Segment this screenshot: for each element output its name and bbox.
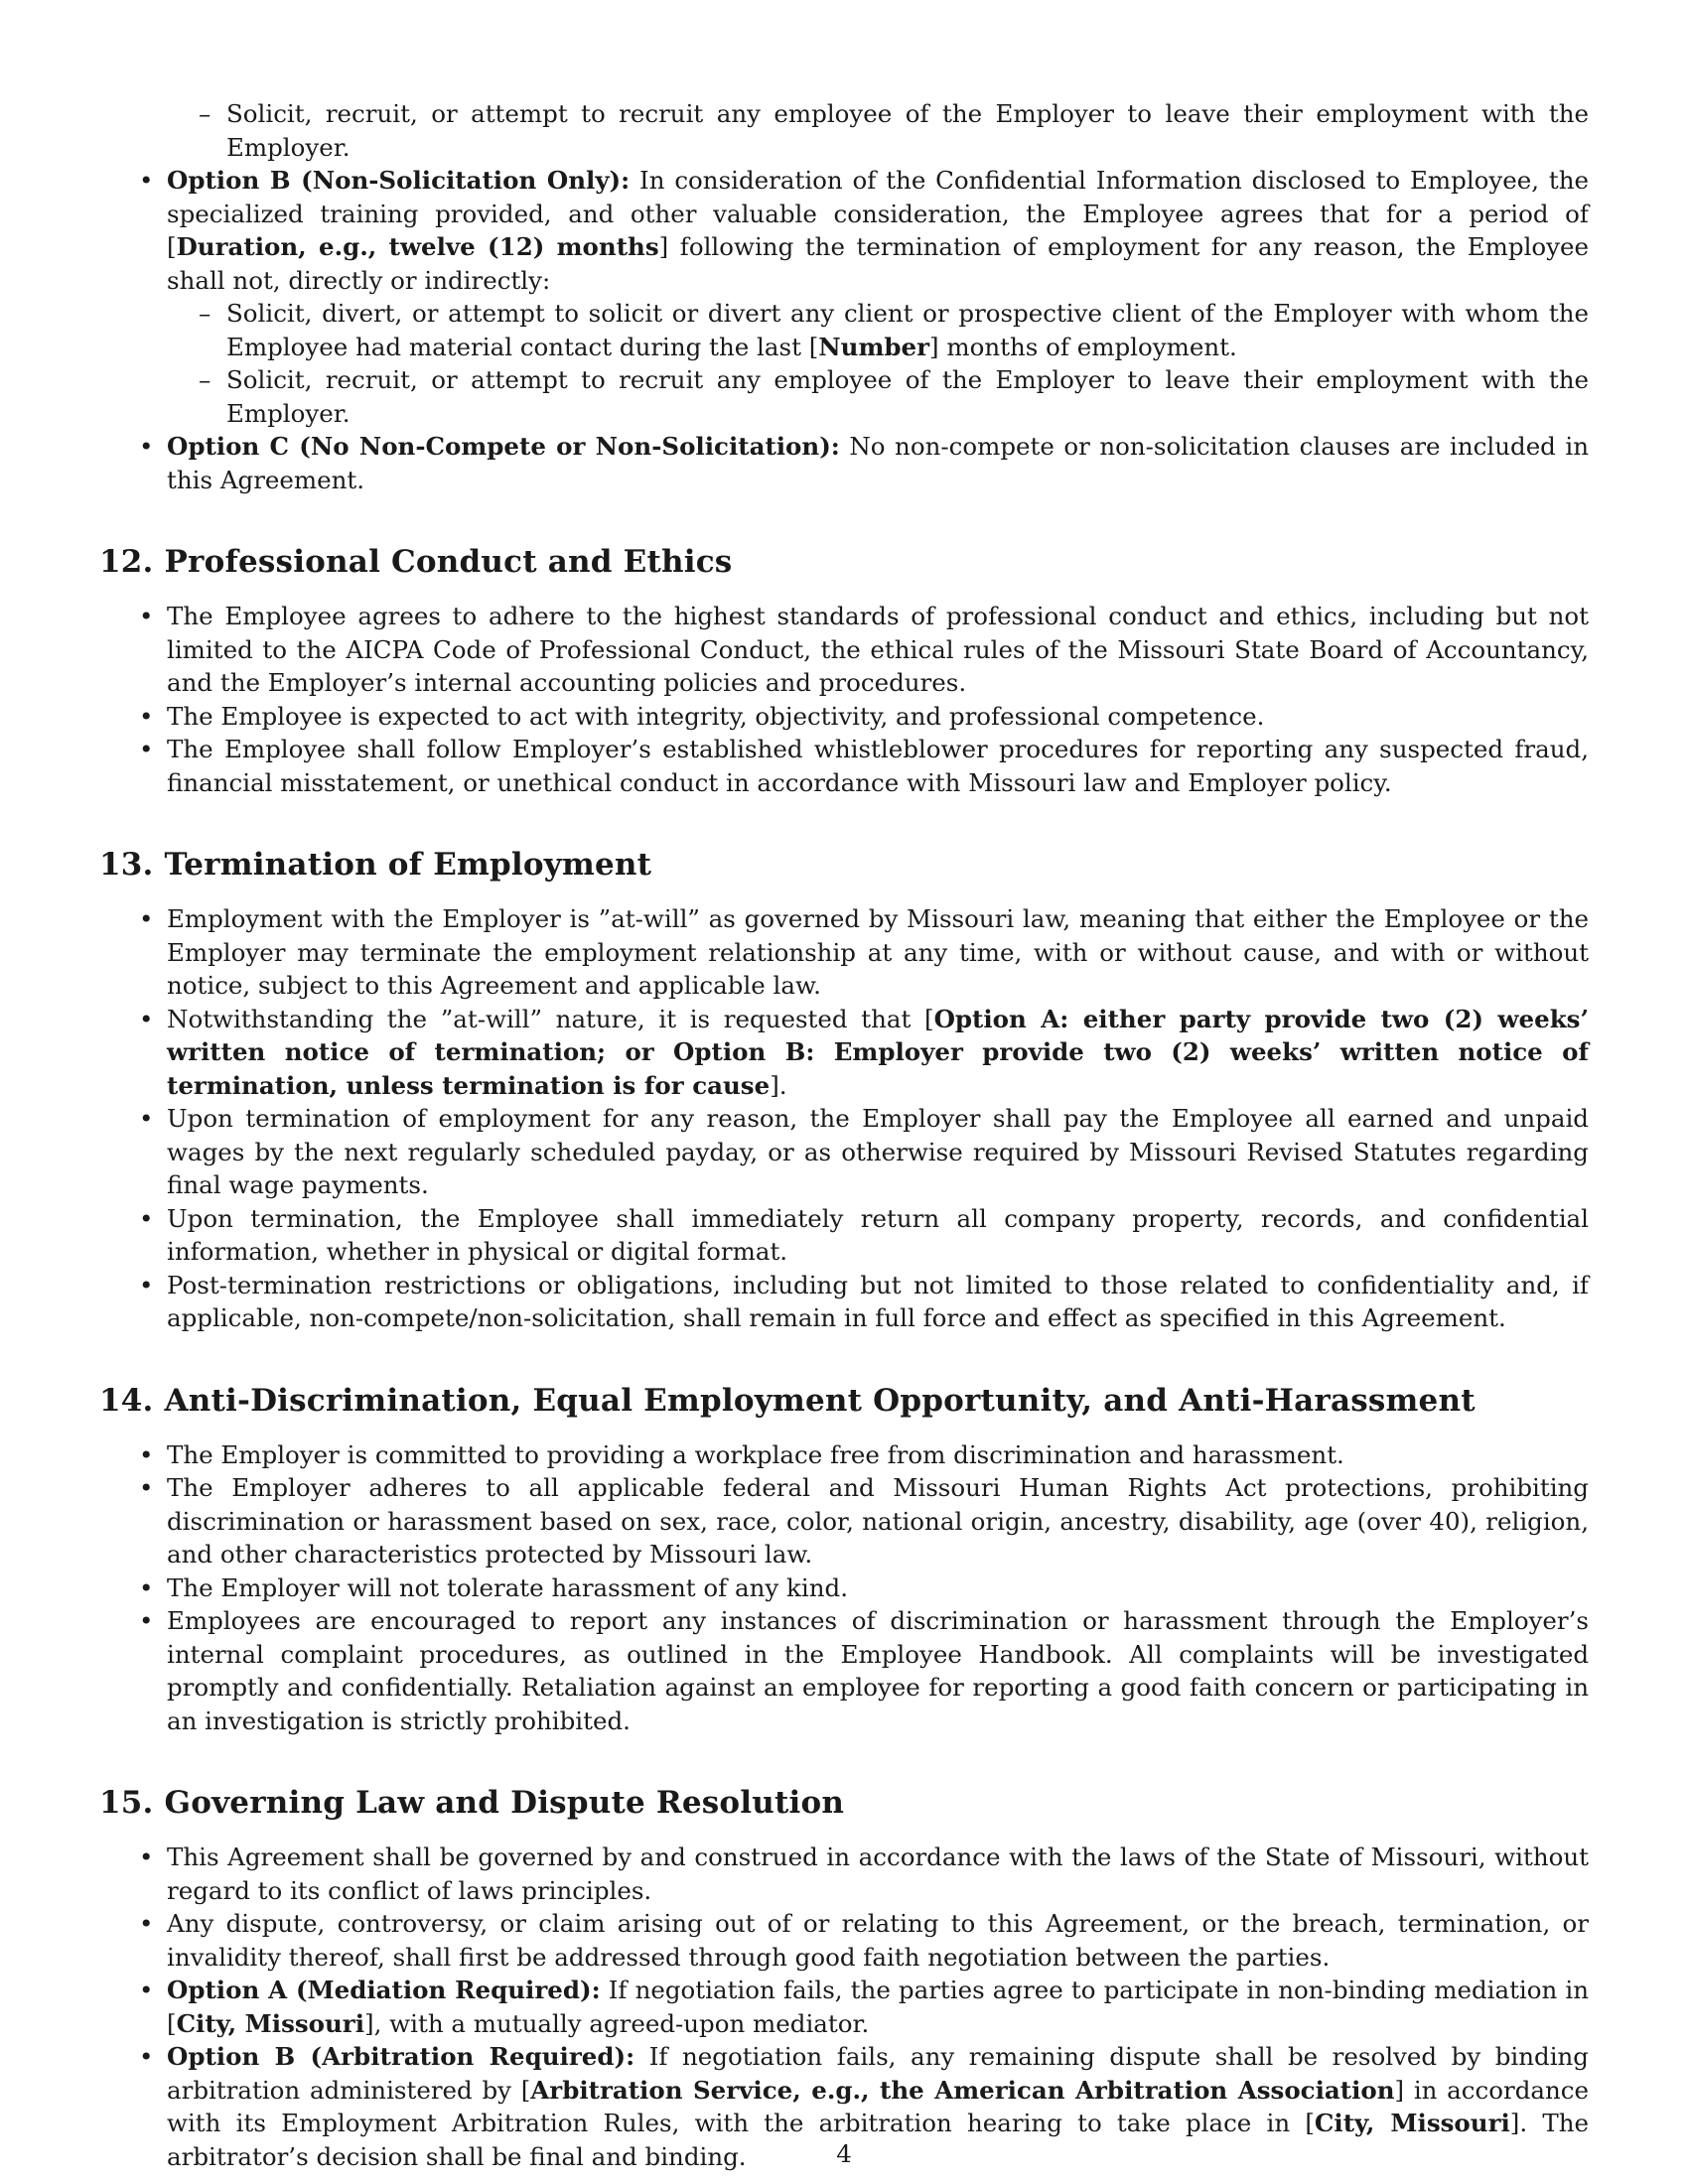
item-text: ], with a mutually agreed-upon mediator. bbox=[364, 2008, 870, 2038]
list-item: • Employment with the Employer is ”at-will” as governed by Missouri law, meaning that either the Employee or the Employer may terminate the employment relationship at any time, with or without cause, and with or without notice, subject to this Agreement and applicable law. bbox=[99, 902, 1589, 1003]
section-heading: 12. Professional Conduct and Ethics bbox=[99, 544, 733, 580]
section-13 bbox=[99, 845, 1589, 1335]
section-heading: 13. Termination of Employment bbox=[99, 847, 652, 883]
section-list bbox=[99, 902, 1589, 1335]
option-label: Option B (Non-Solicitation Only): bbox=[167, 166, 631, 195]
page-number: 4 bbox=[836, 2139, 852, 2168]
list-item: – Solicit, recruit, or attempt to recruit any employee of the Employer to leave their employment with the Employer. bbox=[99, 97, 1589, 164]
option-text: No non-compete or non-solicitation clauses are included in this Agreement. bbox=[167, 432, 1589, 494]
item-text: If negotiation fails, any remaining dispute shall be resolved by binding arbitration administered by [ bbox=[167, 2042, 1589, 2105]
list-item: – Solicit, recruit, or attempt to recruit any employee of the Employer to leave their employment with the Employer. bbox=[167, 363, 1589, 430]
list-item bbox=[99, 1974, 1589, 2040]
option-text: In consideration of the Confidential Information disclosed to Employee, the specialized training provided, and other valuable consideration, the Employee agrees that for a period of [ bbox=[167, 166, 1589, 261]
list-item: • Upon termination, the Employee shall immediately return all company property, records, and confidential information, whether in physical or digital format. bbox=[99, 1202, 1589, 1269]
list-item bbox=[167, 297, 1589, 363]
option-label: Option B (Arbitration Required): bbox=[167, 2042, 635, 2071]
item-text: ] in accordance with its Employment Arbitration Rules, with the arbitration hearing to take place in [ bbox=[167, 2075, 1589, 2137]
list-item: • The Employee is expected to act with integrity, objectivity, and professional competence. bbox=[99, 700, 1589, 734]
placeholder-field: Duration, e.g., twelve (12) months bbox=[176, 232, 659, 261]
list-item: • Employees are encouraged to report any instances of discrimination or harassment through the Employer’s internal complaint procedures, as outlined in the Employee Handbook. All complaints will be investigated promptly and confidentially. Retaliation against an employee for reporting a good faith concern or participating in an investigation is strictly prohibited. bbox=[99, 1604, 1589, 1737]
option-b-item bbox=[99, 164, 1589, 430]
option-text: ] following the termination of employment for any reason, the Employee shall not, directly or indirectly: bbox=[167, 232, 1589, 295]
placeholder-field: Arbitration Service, e.g., the American Arbitration Association bbox=[530, 2075, 1395, 2105]
section-heading: 14. Anti-Discrimination, Equal Employment Opportunity, and Anti-Harassment bbox=[99, 1382, 1476, 1419]
placeholder-field: Option A: either party provide two (2) weeks’ written notice of termination; or Option B: Employer provide two (2) weeks’ written notice of termination, unless termination is for cause bbox=[167, 1004, 1589, 1100]
list-item: • Any dispute, controversy, or claim arising out of or relating to this Agreement, or the breach, termination, or invalidity thereof, shall first be addressed through good faith negotiation between the parties. bbox=[99, 1907, 1589, 1974]
placeholder-field: Number bbox=[818, 332, 930, 361]
option-label: Option A (Mediation Required): bbox=[167, 1976, 601, 2004]
list-item: • The Employer is committed to providing a workplace free from discrimination and harassment. bbox=[99, 1438, 1589, 1472]
placeholder-field: City, Missouri bbox=[176, 2008, 365, 2038]
list-item: • This Agreement shall be governed by and construed in accordance with the laws of the State of Missouri, without regard to its conflict of laws principles. bbox=[99, 1841, 1589, 1907]
item-text: ]. The arbitrator’s decision shall be final and binding. bbox=[167, 2109, 1589, 2171]
list-item bbox=[99, 1003, 1589, 1103]
section-15 bbox=[99, 1783, 1589, 2173]
section-12 bbox=[99, 542, 1589, 799]
page-content bbox=[99, 97, 1589, 2173]
section-list bbox=[99, 1438, 1589, 1738]
list-item: • The Employee shall follow Employer’s established whistleblower procedures for reporting any suspected fraud, financial misstatement, or unethical conduct in accordance with Missouri law and Employer policy. bbox=[99, 733, 1589, 799]
list-item: • Upon termination of employment for any reason, the Employer shall pay the Employee all earned and unpaid wages by the next regularly scheduled payday, or as otherwise required by Missouri Revised Statutes regarding final wage payments. bbox=[99, 1102, 1589, 1202]
sub-text: ] months of employment. bbox=[929, 332, 1237, 361]
sub-text: Solicit, divert, or attempt to solicit or divert any client or prospective client of the Employer with whom the Employee had material contact during the last [ bbox=[226, 299, 1589, 361]
section-list bbox=[99, 600, 1589, 799]
placeholder-field: City, Missouri bbox=[1314, 2109, 1510, 2137]
item-text: ]. bbox=[770, 1070, 787, 1100]
option-list bbox=[99, 164, 1589, 496]
continued-sublist bbox=[99, 97, 1589, 164]
list-item: • Post-termination restrictions or obligations, including but not limited to those related to confidentiality and, if applicable, non-compete/non-solicitation, shall remain in full force and effect as specified in this Agreement. bbox=[99, 1269, 1589, 1335]
section-14 bbox=[99, 1381, 1589, 1738]
section-list bbox=[99, 1841, 1589, 2173]
list-item: • The Employer adheres to all applicable federal and Missouri Human Rights Act protections, prohibiting discrimination or harassment based on sex, race, color, national origin, ancestry, disability, age (over 40), religion, and other characteristics protected by Missouri law. bbox=[99, 1471, 1589, 1571]
list-item: • The Employee agrees to adhere to the highest standards of professional conduct and ethics, including but not limited to the AICPA Code of Professional Conduct, the ethical rules of the Missouri State Board of Accountancy, and the Employer’s internal accounting policies and procedures. bbox=[99, 600, 1589, 700]
option-label: Option C (No Non-Compete or Non-Solicitation): bbox=[167, 432, 840, 461]
section-heading: 15. Governing Law and Dispute Resolution bbox=[99, 1785, 845, 1821]
item-text: If negotiation fails, the parties agree to participate in non-binding mediation in [ bbox=[167, 1976, 1589, 2038]
option-c-item bbox=[99, 430, 1589, 496]
option-b-sublist bbox=[167, 297, 1589, 430]
list-item: • The Employer will not tolerate harassment of any kind. bbox=[99, 1571, 1589, 1605]
item-text: Notwithstanding the ”at-will” nature, it is requested that [ bbox=[167, 1004, 934, 1033]
